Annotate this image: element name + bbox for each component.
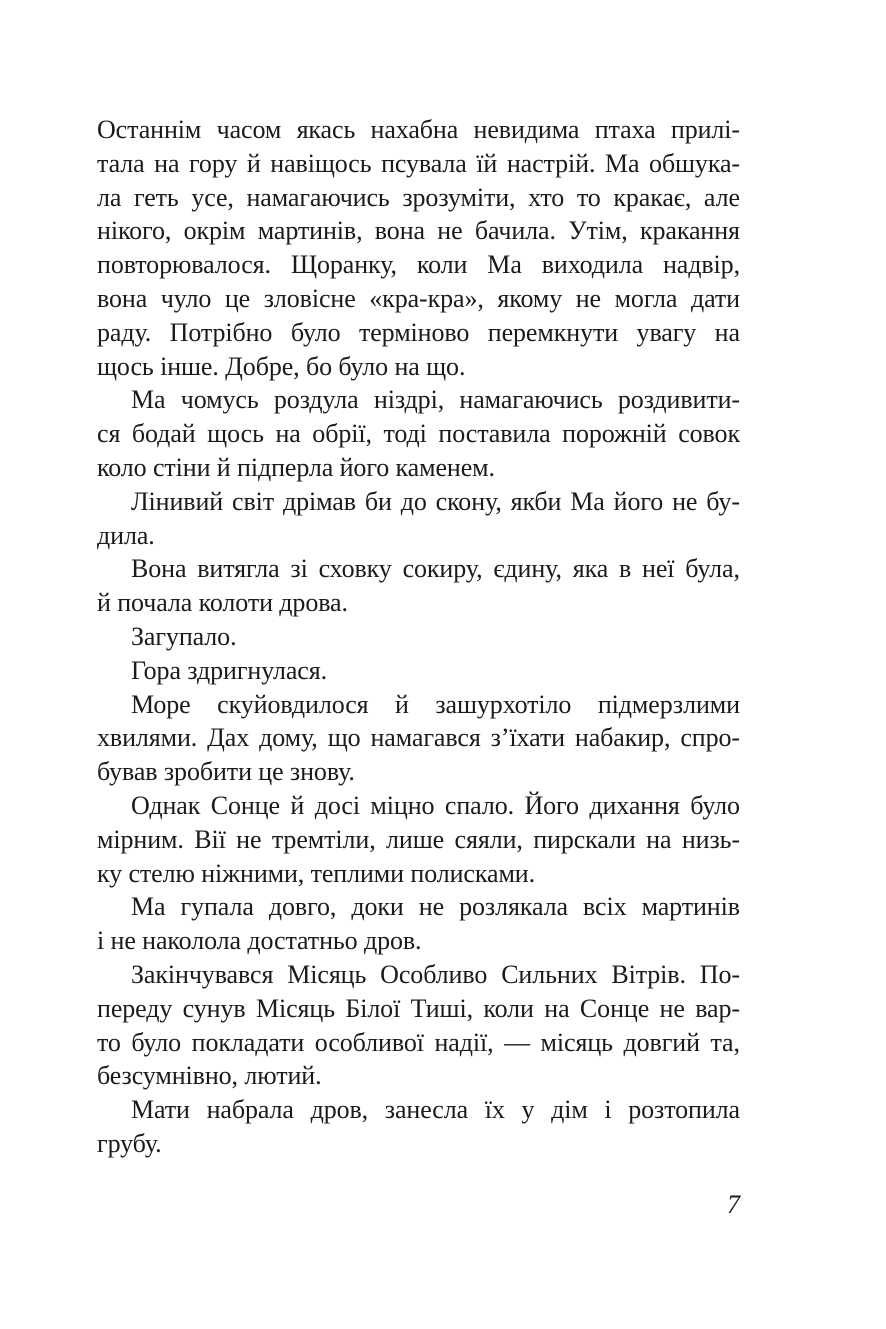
text-word: Мати [131,1095,190,1125]
text-word: Вії [194,824,226,854]
text-word: надвір, [662,250,740,280]
text-word: намагаючись [459,385,603,415]
text-word: настрій. [506,148,596,178]
text-line: ку стелю ніжними, теплими полисками. [97,858,536,888]
text-word: тремтіли, [271,824,376,854]
text-word: нахабна [370,115,459,144]
text-word: вар- [695,993,740,1023]
text-line [97,181,740,215]
text-line [97,316,740,350]
text-word: перемкнути [487,317,619,347]
text-word: хто [528,182,565,212]
text-word: Закінчувався [131,959,274,989]
text-word: якби [510,486,562,516]
text-word: вона [374,216,425,246]
text-line [97,992,740,1026]
page-number: 7 [727,1190,740,1219]
text-word: не [659,993,685,1023]
text-word: міцно [370,790,435,820]
text-word: яка [572,554,609,584]
text-word: єдину, [493,554,562,584]
text-line [97,214,740,248]
text-word: тоді [383,419,427,449]
text-word: досі [314,790,360,820]
text-word: дому, [259,723,318,753]
text-word: поставила [438,419,551,449]
text-word: порожній [562,419,667,449]
paragraph [97,620,740,654]
text-word: й [395,689,409,719]
text-line [97,552,740,586]
text-word: Ма [487,250,522,280]
text-word: Особливо [380,959,488,989]
text-column [97,113,740,1161]
text-word: лише [386,824,445,854]
paragraph [97,958,740,1093]
text-word: всіх [583,892,627,922]
text-word: бу- [706,486,740,516]
text-word: світ [232,486,275,516]
text-line [97,113,740,147]
text-word: Море [131,689,191,719]
text-word: зловісне [263,283,356,313]
text-word: що [327,723,361,753]
text-word: обрії, [312,419,372,449]
text-word: ніздрі, [373,385,445,415]
text-word: бодай [131,419,196,449]
text-word: місяць [540,1027,613,1057]
text-word: спро- [680,723,740,753]
text-line: Гора здригнулася. [131,655,327,685]
text-word: якому [497,283,563,313]
text-line: щось інше. Добре, бо було на що. [97,351,466,381]
text-word: але [703,182,740,212]
text-word: з’їхати [490,723,565,753]
text-word: гупала [180,892,254,922]
text-word: на [275,419,301,449]
text-word: було [131,1027,182,1057]
text-word: Вітрів. [611,959,686,989]
text-word: би [364,486,392,516]
text-word: раду. [97,317,152,347]
text-line [97,485,740,519]
text-word: зашурхотіло [435,689,572,719]
text-word: спало. [444,790,515,820]
text-word: терміново [358,317,470,347]
text-word: коли [416,250,468,280]
text-word: хвилями. [97,723,198,753]
text-word: не [236,824,262,854]
text-word: витягла [197,554,280,584]
text-word: підмерзлими [597,689,740,719]
text-word: «кра-кра», [369,283,484,313]
paragraph [97,485,740,553]
text-word: це [224,283,251,313]
text-line: безсумнівно, лютий. [97,1061,322,1091]
text-word: усе, [191,182,234,212]
paragraph [97,113,740,383]
text-word: зрозуміти, [402,182,516,212]
text-word: якась [296,115,356,144]
text-word: й [246,148,261,178]
text-word: кракання [639,216,740,246]
text-line [97,958,740,992]
text-line [97,823,740,857]
text-word: часом [216,115,282,144]
text-word: Ма [131,385,166,415]
text-line [97,417,740,451]
text-word: не [437,216,463,246]
text-word: надії, [434,1027,494,1057]
text-word: чомусь [180,385,259,415]
text-word: доки [351,892,404,922]
text-word: Лінивий [131,486,224,516]
text-line: бував зробити це знову. [97,757,355,787]
text-word: Однак [131,790,201,820]
text-word: Місяць [255,993,335,1023]
text-word: геть [133,182,179,212]
text-word: то [576,182,601,212]
text-word: тала [97,148,145,178]
text-word: дрімав [282,486,356,516]
paragraph [97,552,740,620]
text-word: то [97,1027,121,1057]
text-word: роздивити- [617,385,740,415]
text-word: не [575,283,601,313]
paragraph [97,890,740,958]
text-word: на [646,824,672,854]
text-word: було [690,790,740,820]
text-word: Сильних [501,959,598,989]
text-line: грубу. [97,1128,162,1158]
text-word: скону, [435,486,502,516]
text-word: на [544,993,570,1023]
text-word: дихання [589,790,680,820]
text-line [97,688,740,722]
text-line [97,383,740,417]
text-word: на [714,317,740,347]
text-word: розтопила [628,1095,740,1125]
text-word: зі [290,554,308,584]
text-word: не [418,892,445,922]
text-word: невидима [473,115,580,144]
text-word: — [504,1027,530,1057]
text-line [97,789,740,823]
text-word: Сонце [579,993,650,1023]
text-word: довго, [268,892,337,922]
text-word: совок [678,419,740,449]
text-line: коло стіни й підперла його каменем. [97,452,495,482]
paragraph [97,789,740,890]
text-word: Його [524,790,579,820]
paragraph [97,688,740,789]
text-word: скуйовдилося [217,689,369,719]
text-word: набакир, [574,723,671,753]
text-word: Вона [131,554,187,584]
text-word: його [613,486,664,516]
text-word: сяяли, [454,824,523,854]
text-word: розлякала [459,892,568,922]
text-word: їх [484,1095,505,1125]
text-word: покладати [191,1027,305,1057]
text-word: чуло [160,283,212,313]
text-word: та, [710,1027,740,1057]
text-word: обшука- [648,148,740,178]
text-word: пирскали [533,824,636,854]
text-line: дила. [97,520,155,550]
text-word: сокиру, [402,554,483,584]
text-word: у [521,1095,535,1125]
text-word: нікого, [97,216,172,246]
text-word: сунув [182,993,246,1023]
text-word: дім [551,1095,588,1125]
text-word: могла [614,283,678,313]
paragraph [97,654,740,688]
text-word: Білої [345,993,401,1023]
paragraph [97,383,740,484]
text-word: Щоранку, [290,250,397,280]
text-word: їй [476,148,498,178]
text-word: дати [690,283,740,313]
text-word: ся [97,419,121,449]
text-word: бачила. [474,216,556,246]
text-word: псувала [381,148,467,178]
text-word: По- [699,959,740,989]
text-word: намагаючись [246,182,390,212]
text-word: дров, [310,1095,369,1125]
text-word: особливої [314,1027,424,1057]
text-word: занесла [384,1095,469,1125]
text-word: до [400,486,427,516]
text-word: виходила [541,250,644,280]
text-word: коли [483,993,534,1023]
text-word: переду [97,993,173,1023]
text-word: мартинів [641,892,740,922]
text-word: набрала [206,1095,294,1125]
text-word: вона [97,283,148,313]
text-word: Потрібно [169,317,273,347]
text-word: намагався [370,723,481,753]
text-line [97,1026,740,1060]
text-word: й [290,790,305,820]
text-word: гору [189,148,238,178]
text-word: Місяць [287,959,367,989]
text-line [97,1093,740,1127]
text-word: кракає, [613,182,692,212]
text-word: окрім [183,216,246,246]
text-word: навіщось [270,148,372,178]
text-word: і [604,1095,612,1125]
text-word: мірним. [97,824,184,854]
text-line [97,282,740,316]
text-word: Утім, [568,216,628,246]
text-word: прилі- [670,115,740,144]
text-word: Ма [131,892,166,922]
text-word: Тиші, [410,993,474,1023]
text-word: на [154,148,180,178]
text-line [97,890,740,924]
text-word: довгий [623,1027,700,1057]
text-word: повторювалося. [97,250,271,280]
text-line [97,721,740,755]
text-line: Загупало. [131,621,237,651]
text-word: Дах [207,723,250,753]
text-word: Ма [604,148,640,178]
text-line: й почала колоти дрова. [97,588,348,618]
text-word: щось [207,419,264,449]
text-word: не [672,486,698,516]
text-word: Останнім [97,115,202,144]
text-word: Сонце [210,790,280,820]
text-word: в [619,554,632,584]
text-word: увагу [636,317,697,347]
paragraph [97,1093,740,1161]
text-word: було [290,317,341,347]
text-word: була, [685,554,740,584]
text-line [97,248,740,282]
text-word: ла [97,182,122,212]
text-line [97,147,740,181]
text-word: роздула [273,385,359,415]
text-word: птаха [594,115,656,144]
text-line: і не наколола достатньо дров. [97,926,422,956]
text-word: низь- [681,824,740,854]
text-word: сховку [318,554,392,584]
text-word: мартинів, [257,216,363,246]
text-word: неї [642,554,675,584]
text-word: Ма [570,486,605,516]
